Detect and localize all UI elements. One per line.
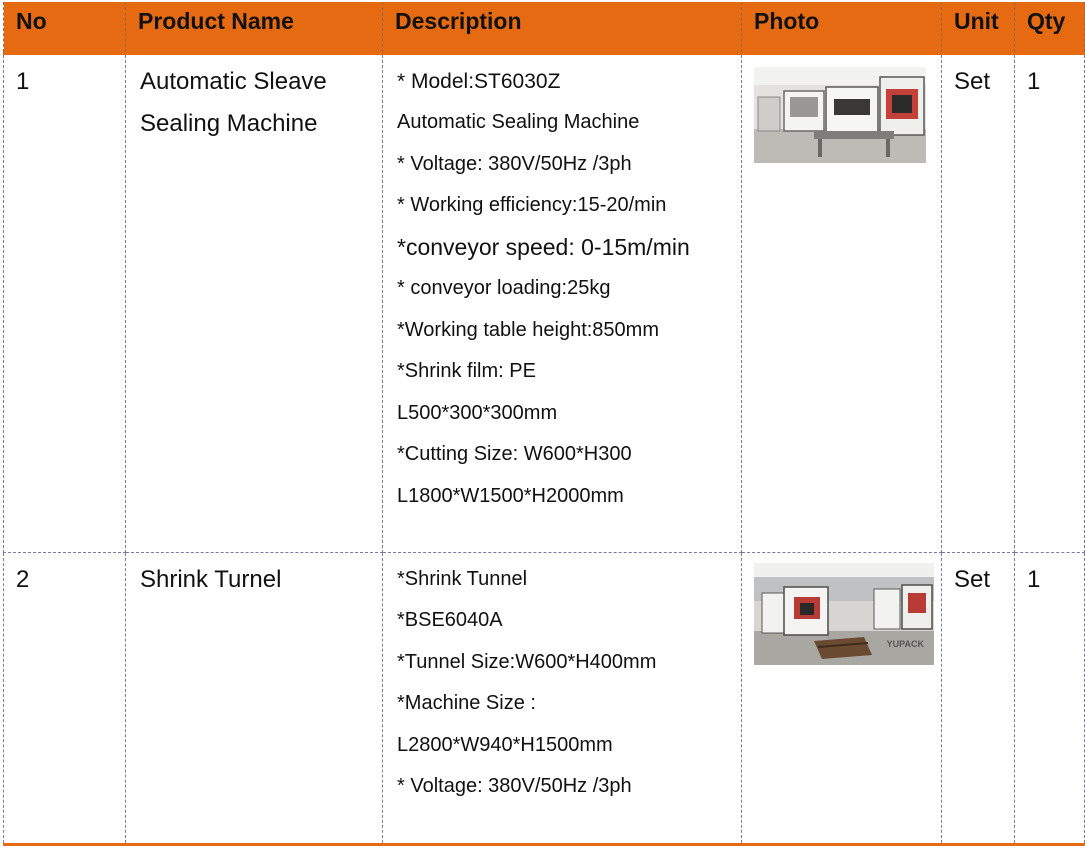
cell-photo: [742, 552, 942, 844]
table-row: [4, 552, 1085, 844]
unit-value: Set: [954, 565, 991, 593]
product-name: Shrink Turnel: [140, 565, 282, 593]
description-line: *conveyor speed: 0-15m/min: [397, 233, 690, 260]
cell-photo: [742, 53, 942, 552]
description-line: L2800*W940*H1500mm: [397, 733, 613, 756]
cell-qty: [1015, 552, 1085, 844]
description-line: *BSE6040A: [397, 609, 503, 631]
product-photo-shrink-tunnel: [754, 563, 934, 665]
description-line: * Voltage: 380V/50Hz /3ph: [397, 152, 632, 175]
cell-qty: [1015, 53, 1085, 552]
header-product-name: Product Name: [126, 2, 383, 53]
cell-no: [4, 552, 126, 844]
cell-description: [383, 53, 742, 552]
cell-description: [383, 552, 742, 844]
header-description: Description: [383, 2, 742, 53]
quotation-table: [3, 2, 1085, 846]
table-row: [4, 53, 1085, 552]
description-list: [383, 55, 741, 518]
tunnel-photo-image: [754, 563, 934, 665]
table-header-row: [4, 2, 1085, 53]
cell-no: [4, 53, 126, 552]
photo-watermark: YUPACK: [886, 638, 924, 649]
header-photo: Photo: [742, 2, 942, 53]
unit-value: Set: [954, 67, 991, 95]
header-qty: Qty: [1015, 2, 1085, 53]
description-line: *Shrink film: PE: [397, 360, 536, 382]
cell-unit: [942, 53, 1015, 552]
description-line: *Shrink Tunnel: [397, 567, 528, 590]
qty-value: 1: [1027, 565, 1041, 593]
row-number: 1: [16, 67, 30, 95]
description-line: * Working efficiency:15-20/min: [397, 194, 667, 216]
machine-photo-image: [754, 67, 926, 163]
product-name: Automatic Sleave Sealing Machine: [140, 67, 327, 137]
description-line: *Tunnel Size:W600*H400mm: [397, 650, 657, 673]
description-line: * Model:ST6030Z: [397, 69, 561, 93]
cell-product-name: [126, 552, 383, 844]
description-line: *Working table height:850mm: [397, 318, 659, 341]
cell-product-name: [126, 53, 383, 552]
header-unit: Unit: [942, 2, 1015, 53]
description-list: [383, 553, 741, 808]
description-line: * Voltage: 380V/50Hz /3ph: [397, 775, 632, 797]
cell-unit: [942, 552, 1015, 844]
description-line: *Cutting Size: W600*H300: [397, 443, 632, 465]
header-no: No: [4, 2, 126, 53]
qty-value: 1: [1027, 67, 1041, 95]
description-line: *Machine Size :: [397, 692, 536, 714]
description-line: * conveyor loading:25kg: [397, 277, 611, 299]
row-number: 2: [16, 565, 30, 593]
description-line: L500*300*300mm: [397, 401, 558, 424]
product-photo-sleeve-sealing-machine: [754, 67, 926, 163]
description-line: L1800*W1500*H2000mm: [397, 484, 624, 507]
description-line: Automatic Sealing Machine: [397, 111, 640, 133]
